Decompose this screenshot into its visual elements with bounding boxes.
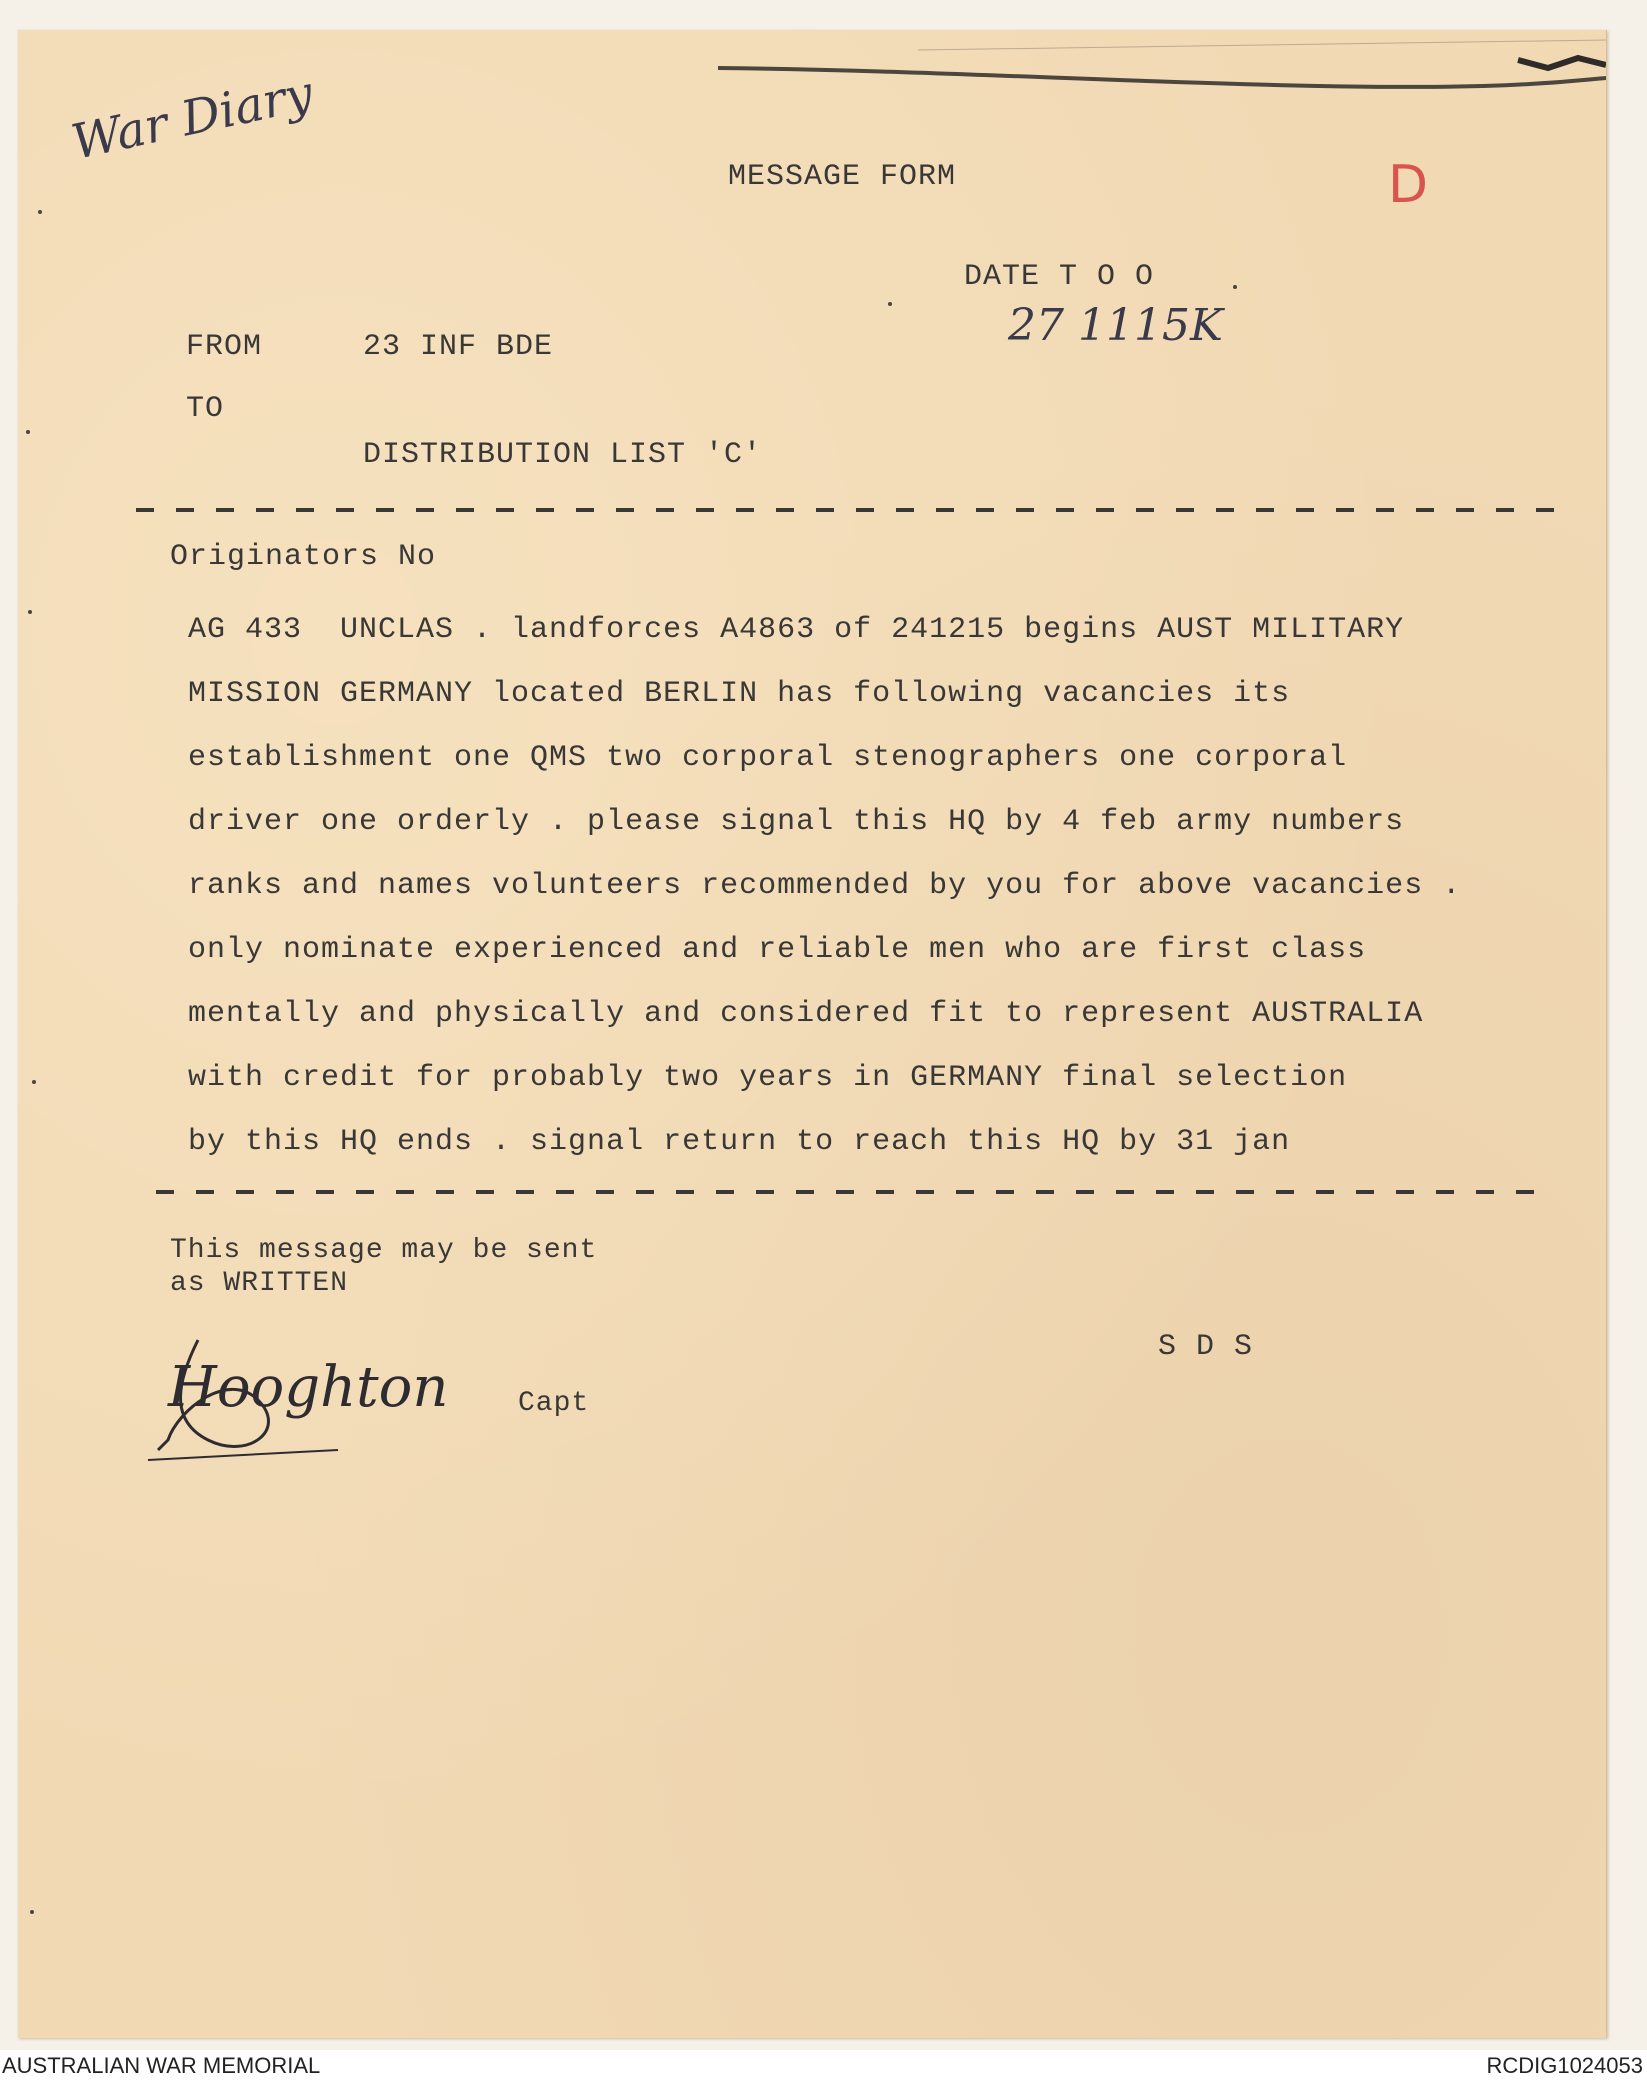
message-form-sheet xyxy=(18,30,1607,2038)
body-line-4: driver one orderly . please signal this HQ by 4 feb army numbers xyxy=(188,805,1405,839)
body-line-6: only nominate experienced and reliable men who are first class xyxy=(188,933,1367,967)
date-label: DATE T O O xyxy=(964,260,1155,294)
body-line-2: MISSION GERMANY located BERLIN has following vacancies its xyxy=(188,677,1291,711)
body-line-9: by this HQ ends . signal return to reach this HQ by 31 jan xyxy=(188,1125,1291,1159)
to-label: TO xyxy=(186,392,225,426)
body-line-8: with credit for probably two years in GERMANY final selection xyxy=(188,1061,1348,1095)
to-value: DISTRIBUTION LIST 'C' xyxy=(363,438,763,472)
from-label: FROM xyxy=(186,330,263,364)
margin-speck xyxy=(30,1910,34,1914)
margin-speck xyxy=(32,1080,36,1084)
send-note-line-2: as WRITTEN xyxy=(170,1268,349,1299)
body-line-1: AG 433 UNCLAS . landforces A4863 of 241215 begins AUST MILITARY xyxy=(188,613,1405,647)
margin-speck xyxy=(888,302,892,306)
dashed-separator-bottom xyxy=(156,1190,1536,1194)
body-line-7: mentally and physically and considered fit to represent AUSTRALIA xyxy=(188,997,1424,1031)
archive-footer xyxy=(0,2050,1647,2082)
margin-speck xyxy=(1233,285,1237,289)
signature-rank: Capt xyxy=(518,1388,590,1419)
red-d-mark: D xyxy=(1388,155,1429,215)
margin-speck xyxy=(26,430,30,434)
date-value-handwriting: 27 1115K xyxy=(1008,300,1223,351)
form-title: MESSAGE FORM xyxy=(728,160,957,194)
dashed-separator-top xyxy=(136,508,1556,512)
signature: Hooghton xyxy=(168,1355,449,1420)
margin-speck xyxy=(38,210,42,214)
footer-right-id: RCDIG1024053 xyxy=(1486,2053,1643,2078)
originators-label: Originators No xyxy=(170,540,437,574)
sds-initials: S D S xyxy=(1158,1330,1254,1364)
margin-speck xyxy=(28,610,32,614)
body-line-3: establishment one QMS two corporal stenographers one corporal xyxy=(188,741,1348,775)
from-value: 23 INF BDE xyxy=(363,330,554,364)
message-body xyxy=(188,598,1538,1174)
war-diary-handwriting: War Diary xyxy=(66,65,318,171)
send-note-line-1: This message may be sent xyxy=(170,1235,598,1266)
footer-left-label: AUSTRALIAN WAR MEMORIAL xyxy=(2,2053,321,2078)
body-line-5: ranks and names volunteers recommended by you for above vacancies . xyxy=(188,869,1462,903)
signature-flourish xyxy=(138,1320,498,1480)
